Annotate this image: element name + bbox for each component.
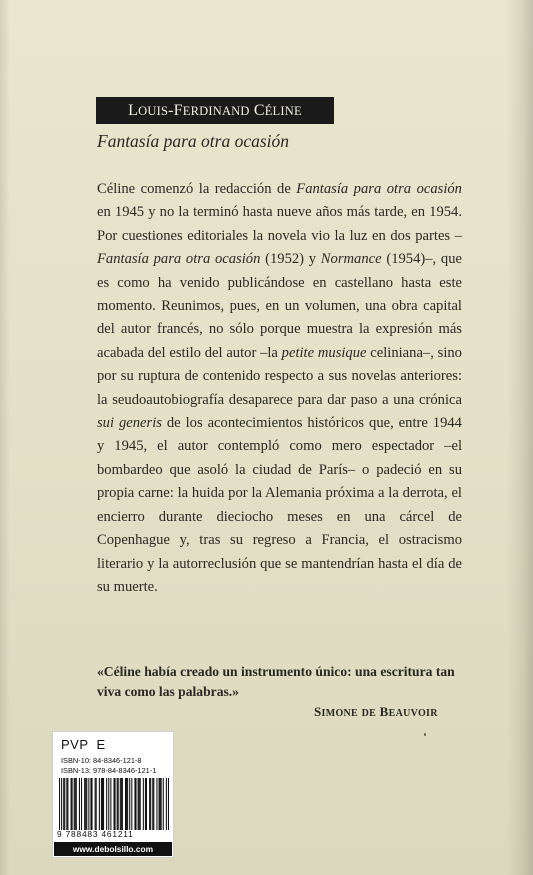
barcode-bar: [91, 778, 92, 830]
synopsis-run: Céline comenzó la redacción de: [97, 181, 297, 197]
barcode-bar: [118, 778, 119, 830]
synopsis-run: en 1945 y no la terminó hasta nueve años más tarde, en 1954. Por cuestiones editoriales la novela vio la luz en dos partes –: [97, 204, 462, 244]
barcode-bar: [90, 778, 91, 830]
synopsis-run: celiniana–, sino por su ruptura de contenido respecto a sus novelas anteriores: la seudoautobiografía desaparece para dar paso a una crónica: [97, 344, 462, 408]
isbn-13: ISBN-13: 978-84-8346-121-1: [61, 766, 157, 775]
barcode-bar: [99, 778, 100, 830]
barcode-bar: [166, 778, 167, 830]
barcode-bar: [131, 778, 132, 830]
synopsis-run: de los acontecimientos históricos que, entre 1944 y 1945, el autor contempló como mero espectador –el bombardeo que asoló la ciudad de París– o padeció en su propia carne: la huida por la Alemania próxima a la derrota, el encierro durante dieciocho meses en una cárcel de Copenhague y, tras su regreso a Francia, el ostracismo literario y la autorreclusión que se mantendrían hasta el día de su muerte.: [97, 415, 462, 595]
barcode-bar: [71, 778, 72, 830]
barcode-bar: [134, 778, 135, 830]
barcode-bar: [150, 778, 151, 830]
synopsis-run: (1954)–, que es como ha venido publicándose en castellano hasta este momento. Reunimos, pues, en un volumen, una obra capital del autor francés, no sólo porque muestra la expresión más acabada del estilo del autor –la: [97, 251, 462, 361]
barcode-bar: [64, 778, 65, 830]
barcode-bar: [103, 778, 104, 830]
barcode-bar: [75, 778, 76, 830]
barcode-bar: [156, 778, 157, 830]
barcode-bar: [135, 778, 136, 830]
barcode-bar: [121, 778, 122, 830]
barcode-bar: [143, 778, 144, 830]
barcode-bar: [101, 778, 102, 830]
barcode-bar: [146, 778, 147, 830]
barcode-bar: [59, 778, 60, 830]
barcode-bar: [72, 778, 73, 830]
barcode-bar: [160, 778, 161, 830]
publisher-url: www.debolsillo.com: [54, 842, 172, 856]
barcode-bar: [129, 778, 130, 830]
barcode-bar: [163, 778, 164, 830]
barcode-bar: [138, 778, 139, 830]
attribution-initial-1: S: [314, 704, 322, 719]
synopsis-italic-run: sui generis: [97, 415, 162, 432]
author-part-2: ERDINAND: [182, 104, 250, 118]
barcode-bar: [168, 778, 169, 830]
author-part-1: OUIS: [138, 104, 169, 118]
barcode-bar: [140, 778, 141, 830]
synopsis-italic-run: Fantasía para otra ocasión: [296, 181, 462, 197]
barcode-bar: [102, 778, 103, 830]
attribution-initial-2: B: [379, 704, 389, 719]
barcode-bar: [74, 778, 75, 830]
barcode-bar: [122, 778, 123, 830]
attribution-part-2: DE: [361, 708, 377, 719]
barcode-bar: [106, 778, 107, 830]
barcode-bar: [108, 778, 109, 830]
barcode-sticker: [52, 731, 174, 858]
attribution-part-1: IMONE: [321, 708, 359, 719]
barcode-bars: [59, 778, 169, 830]
barcode-bar: [117, 778, 118, 830]
book-title: Fantasía para otra ocasión: [97, 131, 290, 151]
author-initial-3: C: [253, 102, 265, 119]
currency-text: E: [96, 737, 106, 752]
barcode-bar: [113, 778, 114, 830]
barcode-bar: [81, 778, 82, 830]
barcode-bar: [84, 778, 85, 830]
barcode-bar: [95, 778, 96, 830]
price-label: [61, 737, 114, 752]
cover-spine-shadow: [507, 0, 533, 875]
synopsis-italic-run: petite musique: [281, 344, 367, 361]
author-initial-1: L: [128, 102, 139, 119]
barcode-bar: [79, 778, 80, 830]
book-synopsis: [97, 178, 462, 599]
barcode-bar: [66, 778, 67, 830]
synopsis-italic-run: Fantasía para otra ocasión: [97, 251, 261, 268]
author-hyphen: -: [168, 102, 174, 119]
barcode-digits: 9 788483 461211: [57, 829, 134, 839]
barcode-bar: [110, 778, 111, 830]
pvp-text: PVP: [61, 737, 89, 752]
author-initial-2: F: [173, 102, 183, 119]
print-speck: [424, 733, 426, 736]
barcode-bar: [115, 778, 116, 830]
barcode-bar: [76, 778, 77, 830]
author-name-banner: [96, 97, 334, 124]
barcode-bar: [125, 778, 126, 830]
barcode-bar: [63, 778, 64, 830]
barcode-bar: [61, 778, 62, 830]
barcode-bar: [159, 778, 160, 830]
barcode-bar: [126, 778, 127, 830]
barcode-bar: [161, 778, 162, 830]
barcode-bar: [139, 778, 140, 830]
barcode-bar: [153, 778, 154, 830]
barcode-bar: [85, 778, 86, 830]
isbn-10: ISBN-10: 84-8346-121-8: [61, 756, 142, 765]
quote-attribution: [314, 704, 438, 720]
barcode-bar: [149, 778, 150, 830]
barcode-bar: [88, 778, 89, 830]
cover-left-shadow: [0, 0, 10, 875]
barcode-bar: [127, 778, 128, 830]
barcode-bar: [86, 778, 87, 830]
barcode-bar: [67, 778, 68, 830]
review-quote: «Céline había creado un instrumento único: una escritura tan viva como las palabras.»: [97, 664, 455, 699]
barcode-bar: [152, 778, 153, 830]
attribution-part-3: EAUVOIR: [388, 708, 438, 719]
synopsis-run: (1952) y: [260, 251, 321, 268]
barcode-bar: [120, 778, 121, 830]
barcode-bar: [145, 778, 146, 830]
author-part-3: ÉLINE: [264, 104, 302, 118]
barcode-bar: [96, 778, 97, 830]
synopsis-italic-run: Normance: [320, 251, 382, 268]
